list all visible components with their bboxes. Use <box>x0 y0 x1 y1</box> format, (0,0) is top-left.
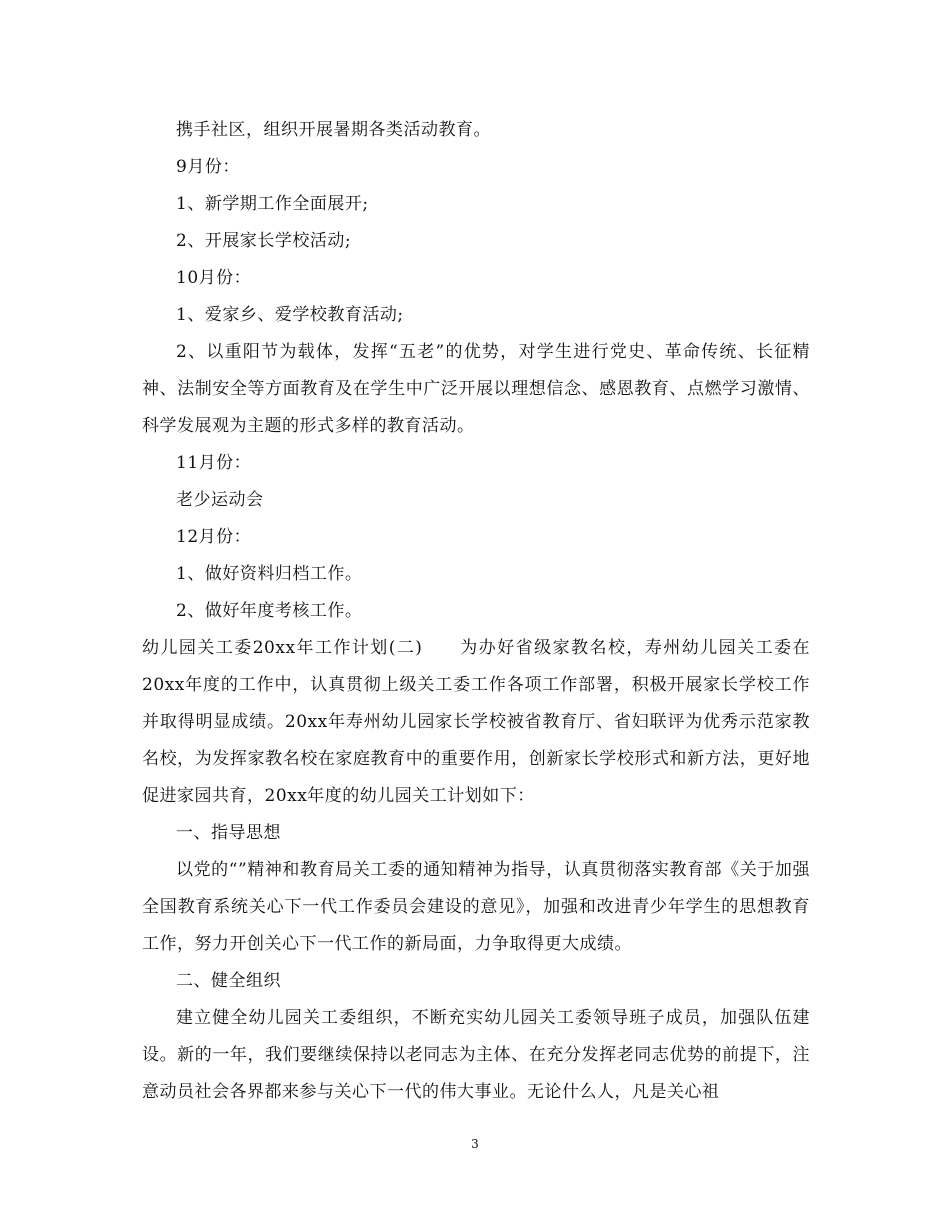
paragraph-2: 9月份： <box>176 157 240 177</box>
paragraph-10: 12月份： <box>176 527 252 547</box>
section-heading-1: 一、指导思想 <box>176 823 281 843</box>
document-body <box>142 112 810 1111</box>
paragraph-3: 1、新学期工作全面展开; <box>176 194 369 214</box>
paragraph-5: 10月份： <box>176 268 252 288</box>
section-heading-2: 二、健全组织 <box>176 971 281 991</box>
paragraph-7: 2、以重阳节为载体，发挥“五老”的优势，对学生进行党史、革命传统、长征精神、法制安全等方面教育及在学生中广泛开展以理想信念、感恩教育、点燃学习激情、科学发展观为主题的形式多样的教育活动。 <box>142 342 810 436</box>
paragraph-8: 11月份： <box>176 453 252 473</box>
paragraph-15: 以党的“”精神和教育局关工委的通知精神为指导，认真贯彻落实教育部《关于加强全国教育系统关心下一代工作委员会建设的意见》，加强和改进青少年学生的思想教育工作，努力开创关心下一代工作的新局面，力争取得更大成绩。 <box>142 860 810 954</box>
paragraph-9: 老少运动会 <box>176 490 264 510</box>
paragraph-4: 2、开展家长学校活动; <box>176 231 352 251</box>
paragraph-6: 1、爱家乡、爱学校教育活动; <box>176 305 404 325</box>
paragraph-13: 幼儿园关工委20xx年工作计划(二) 为办好省级家教名校，寿州幼儿园关工委在20xx年度的工作中，认真贯彻上级关工委工作各项工作部署，积极开展家长学校工作并取得明显成绩。20xx年寿州幼儿园家长学校被省教育厅、省妇联评为优秀示范家教名校，为发挥家教名校在家庭教育中的重要作用，创新家长学校形式和新方法，更好地促进家园共育，20xx年度的幼儿园关工计划如下： <box>142 638 810 806</box>
paragraph-1: 携手社区，组织开展暑期各类活动教育。 <box>176 120 491 140</box>
paragraph-17: 建立健全幼儿园关工委组织，不断充实幼儿园关工委领导班子成员，加强队伍建设。新的一年，我们要继续保持以老同志为主体、在充分发挥老同志优势的前提下，注意动员社会各界都来参与关心下一代的伟大事业。无论什么人，凡是关心祖 <box>142 1008 810 1102</box>
paragraph-12: 2、做好年度考核工作。 <box>176 601 363 621</box>
page-number: 3 <box>471 1137 479 1151</box>
paragraph-11: 1、做好资料归档工作。 <box>176 564 363 584</box>
